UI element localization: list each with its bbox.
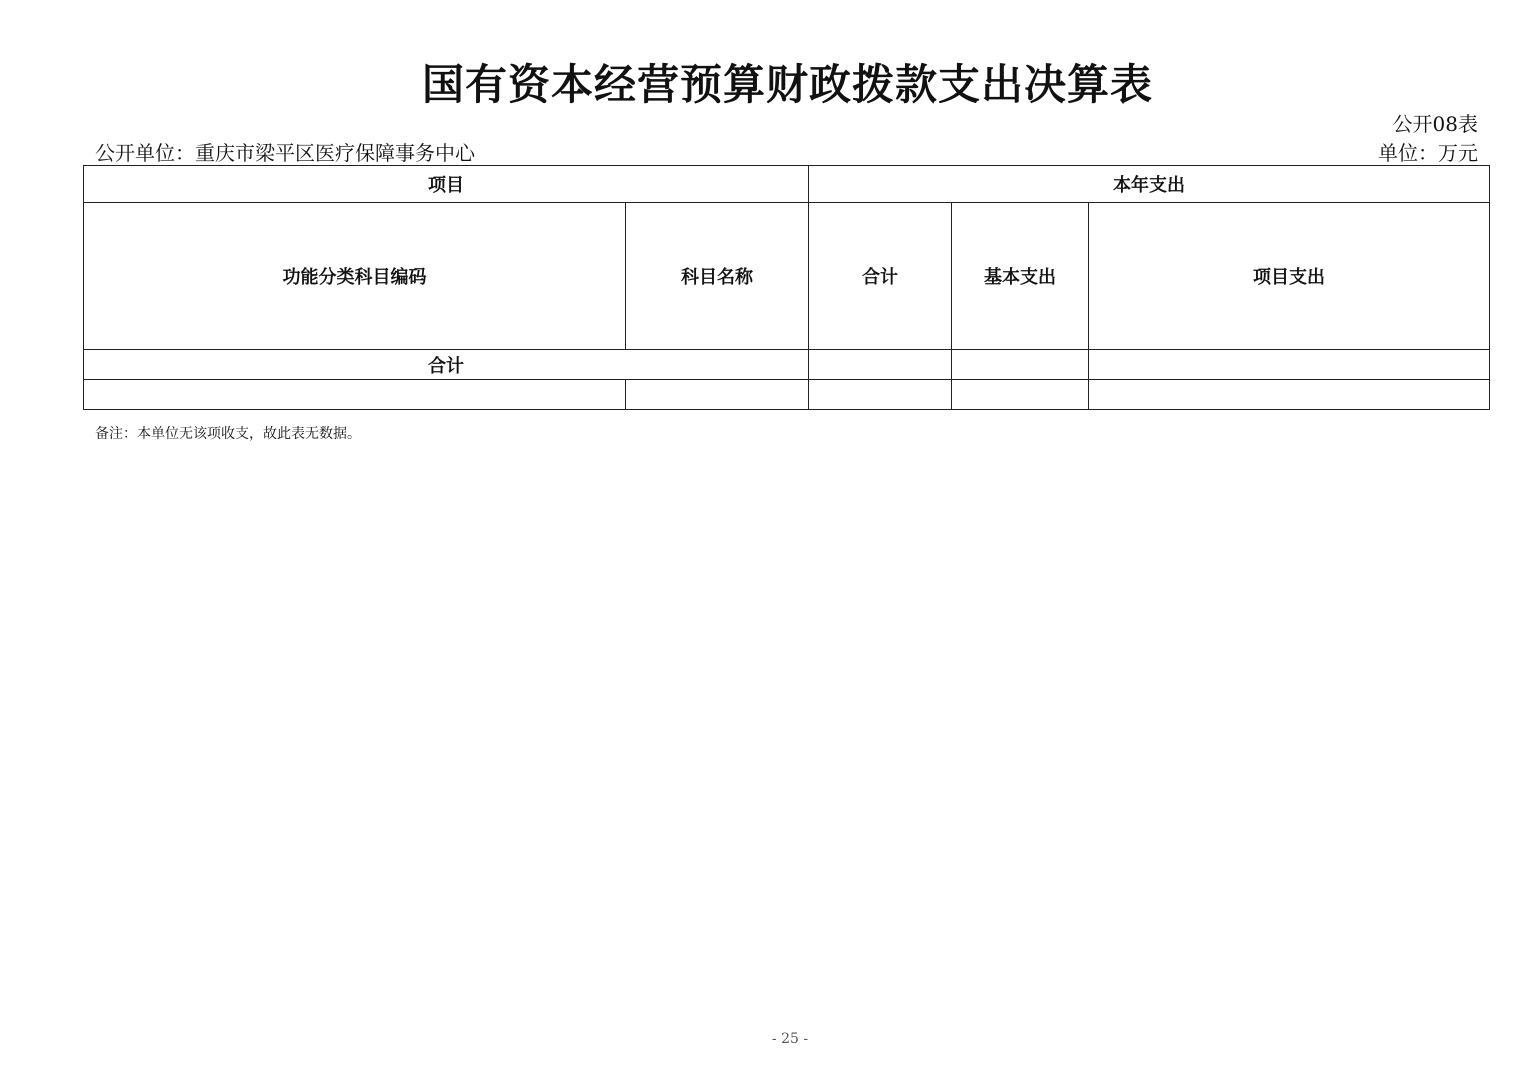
header-name: 科目名称	[626, 203, 809, 350]
header-current-year-expense: 本年支出	[809, 166, 1490, 203]
cell-code	[84, 380, 626, 410]
total-value	[809, 350, 952, 380]
cell-basic	[952, 380, 1089, 410]
currency-unit-label: 单位：万元	[1378, 141, 1478, 165]
group-header-row	[84, 166, 1490, 203]
expense-table	[83, 165, 1490, 410]
page-number: - 25 -	[771, 1031, 809, 1047]
footnote: 备注：本单位无该项收支，故此表无数据。	[95, 426, 361, 442]
header-project: 项目支出	[1089, 203, 1490, 350]
cell-name	[626, 380, 809, 410]
total-basic	[952, 350, 1089, 380]
total-project	[1089, 350, 1490, 380]
column-header-row	[84, 203, 1490, 350]
cell-total	[809, 380, 952, 410]
table-row	[84, 380, 1490, 410]
header-total: 合计	[809, 203, 952, 350]
total-row	[84, 350, 1490, 380]
header-item: 项目	[84, 166, 809, 203]
table-id-label: 公开08表	[1392, 112, 1478, 136]
header-code: 功能分类科目编码	[84, 203, 626, 350]
cell-project	[1089, 380, 1490, 410]
total-label: 合计	[84, 350, 809, 380]
document-title: 国有资本经营预算财政拨款支出决算表	[421, 60, 1153, 109]
header-basic: 基本支出	[952, 203, 1089, 350]
reporting-org-label: 公开单位：重庆市梁平区医疗保障事务中心	[95, 141, 475, 165]
